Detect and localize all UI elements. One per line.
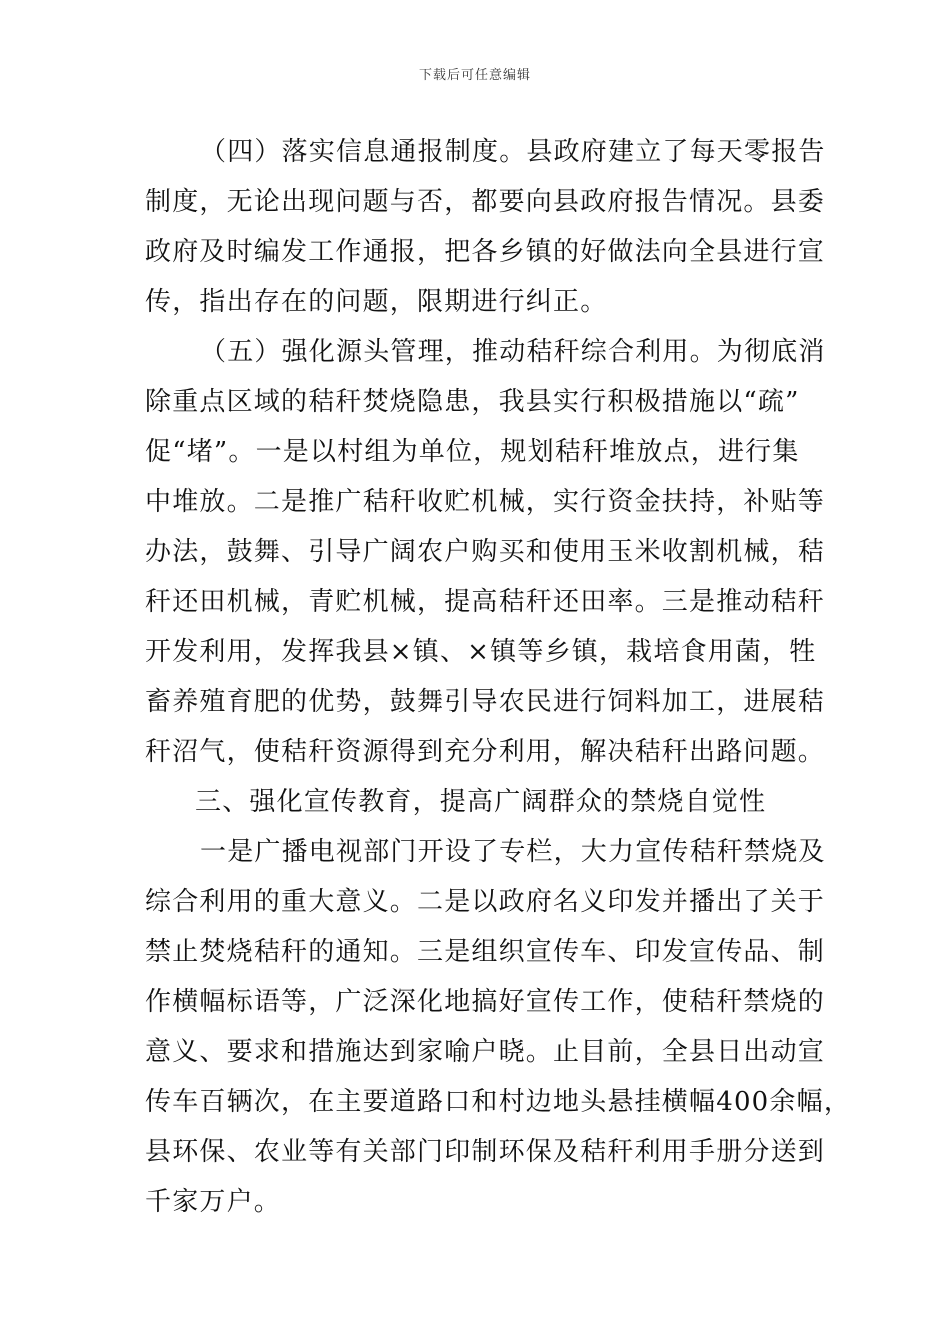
paragraph-line: 意义、要求和措施达到家喻户晓。止目前，全县日出动宣 [145, 1037, 826, 1067]
paragraph-line: 畜养殖育肥的优势，鼓舞引导农民进行饲料加工，进展秸 [145, 687, 826, 717]
paragraph-line: 县环保、农业等有关部门印制环保及秸秆利用手册分送到 [145, 1137, 826, 1167]
paragraph-line: 促“堵”。一是以村组为单位，规划秸秆堆放点，进行集 [145, 437, 800, 467]
paragraph-line: 除重点区域的秸秆焚烧隐患，我县实行积极措施以“疏” [145, 387, 800, 417]
paragraph-line: 传车百辆次，在主要道路口和村边地头悬挂横幅400余幅， [145, 1087, 852, 1117]
paragraph-line: 作横幅标语等，广泛深化地搞好宣传工作，使秸秆禁烧的 [145, 987, 826, 1017]
paragraph-line: 办法，鼓舞、引导广阔农户购买和使用玉米收割机械，秸 [145, 537, 826, 567]
paragraph-line: 一是广播电视部门开设了专栏，大力宣传秸秆禁烧及 [200, 837, 826, 867]
paragraph-line: 禁止焚烧秸秆的通知。三是组织宣传车、印发宣传品、制 [145, 937, 826, 967]
paragraph-line: 中堆放。二是推广秸秆收贮机械，实行资金扶持，补贴等 [145, 487, 826, 517]
paragraph-line: 综合利用的重大意义。二是以政府名义印发并播出了关于 [145, 887, 826, 917]
paragraph-line: 传，指出存在的问题，限期进行纠正。 [145, 287, 608, 317]
section-heading: 三、强化宣传教育，提高广阔群众的禁烧自觉性 [195, 787, 767, 817]
paragraph-line: 秆还田机械，青贮机械，提高秸秆还田率。三是推动秸秆 [145, 587, 826, 617]
paragraph-line: （五）强化源头管理，推动秸秆综合利用。为彻底消 [200, 337, 826, 367]
paragraph-line: 千家万户。 [145, 1187, 282, 1217]
paragraph-line: 秆沼气，使秸秆资源得到充分利用，解决秸秆出路问题。 [145, 737, 826, 767]
paragraph-line: 制度，无论出现问题与否，都要向县政府报告情况。县委 [145, 187, 826, 217]
paragraph-line: 开发利用，发挥我县×镇、×镇等乡镇，栽培食用菌，牲 [145, 637, 817, 667]
header-note: 下载后可任意编辑 [418, 68, 531, 83]
paragraph-line: （四）落实信息通报制度。县政府建立了每天零报告 [200, 137, 826, 167]
paragraph-line: 政府及时编发工作通报，把各乡镇的好做法向全县进行宣 [145, 237, 826, 267]
